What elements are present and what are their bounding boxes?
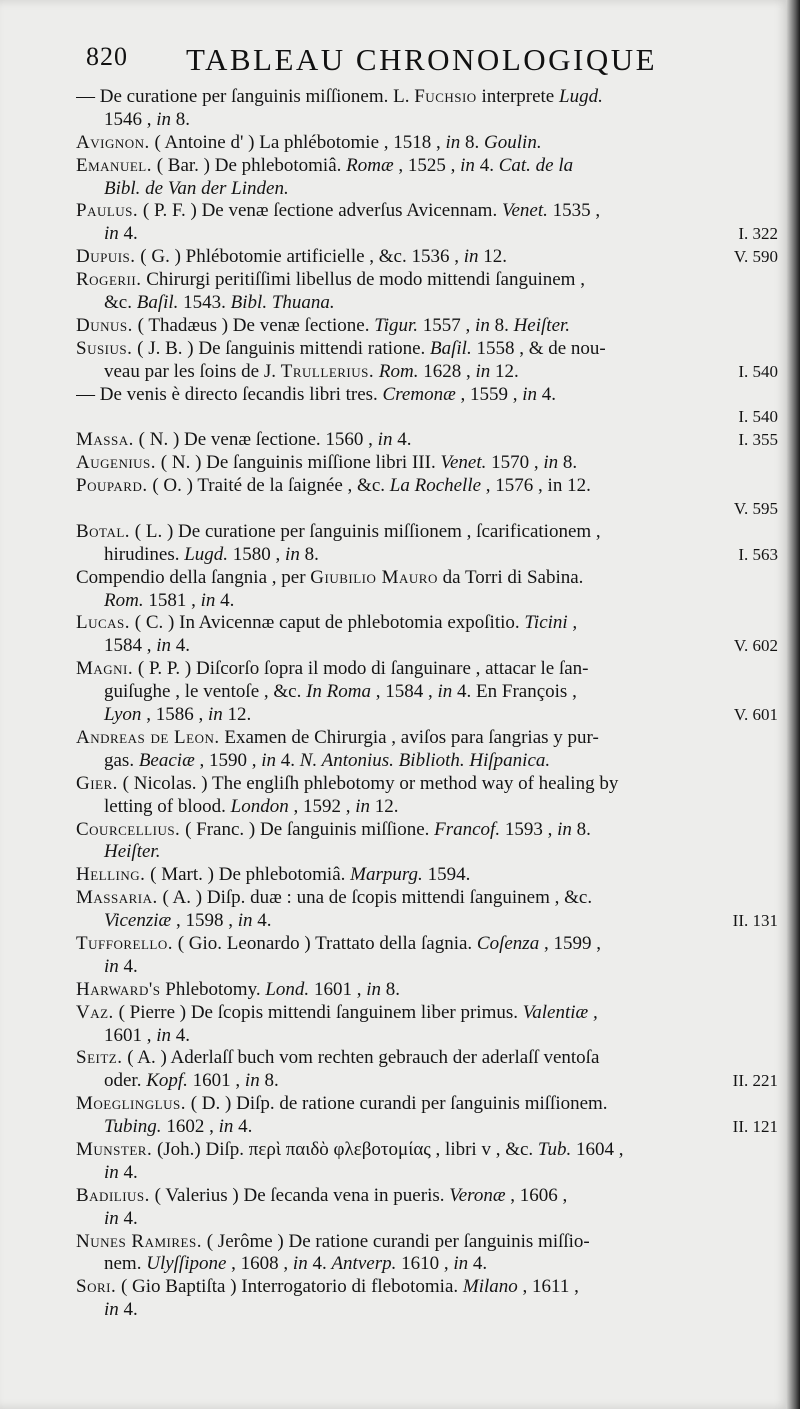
entry-text: 4.: [118, 1207, 138, 1229]
entry-text: 4. En François ,: [452, 681, 577, 703]
entry-text: ( D. ) Diſp. de ratione curandi per ſanguinis miſſionem.: [185, 1093, 608, 1115]
italic-text: Heiſter.: [104, 841, 161, 863]
entry-first-line: [76, 773, 784, 796]
entry-text: 8.: [259, 1070, 279, 1092]
entry-text: gas.: [104, 749, 139, 771]
bibliography-entry: [76, 1185, 784, 1231]
italic-text: Lugd.: [184, 543, 229, 565]
entry-text: ( Antoine d' ) La phlébotomie , 1518 ,: [149, 131, 446, 153]
entry-text: , 1592 ,: [288, 795, 356, 817]
entry-text: ( Gio. Leonardo ) Trattato della ſagnia.: [172, 932, 477, 954]
entry-first-line: [76, 612, 784, 635]
entry-text: 4.: [118, 1161, 138, 1183]
entry-text: 8.: [558, 452, 578, 474]
entry-text: 4.: [171, 1024, 191, 1046]
italic-text: Heiſter.: [513, 314, 571, 336]
italic-text: in: [218, 1116, 234, 1138]
entry-text: 1628 ,: [418, 360, 476, 382]
entry-text: ( L. ) De curatione per ſanguinis miſſionem , ſcarificationem ,: [130, 520, 601, 542]
italic-text: in: [557, 818, 572, 840]
entry-text: 8.: [380, 978, 400, 1000]
italic-text: in: [244, 1070, 260, 1092]
italic-text: in: [453, 1253, 469, 1275]
entry-text: , 1608 ,: [226, 1253, 293, 1275]
italic-text: Rom.: [104, 589, 144, 611]
entry-first-line: [76, 1185, 784, 1208]
entry-text: ( P. P. ) Diſcorſo ſopra il modo di ſanguinare , attacar le ſan-: [133, 658, 589, 680]
entry-text: 4.: [118, 1299, 138, 1321]
author-name: Nunes Ramires.: [76, 1230, 202, 1252]
entry-text: ( Nicolas. ) The engliſh phlebotomy or method way of healing by: [117, 772, 619, 794]
entry-text: ( Thadæus ) De venæ ſectione.: [132, 314, 375, 336]
entry-first-line: [76, 452, 784, 475]
entry-continuation-line: [76, 681, 784, 704]
bibliography-entry: [76, 887, 784, 933]
entry-text: Compendio della ſangnia , per: [76, 566, 311, 588]
italic-text: in: [366, 978, 381, 1000]
entry-continuation-line: [76, 1025, 784, 1048]
page-title: TABLEAU CHRONOLOGIQUE: [186, 42, 658, 77]
entry-first-line: [76, 567, 784, 590]
italic-text: Beaciæ: [138, 749, 195, 771]
italic-text: in: [104, 1299, 119, 1321]
volume-reference: V. 602: [733, 636, 778, 656]
bibliography-entry: [76, 452, 784, 475]
author-name: Emanuel.: [76, 154, 152, 176]
entry-text: 12.: [490, 360, 519, 382]
author-name: Massa.: [76, 429, 134, 451]
italic-text: in: [292, 1253, 308, 1275]
entry-text: 4.: [252, 910, 272, 932]
italic-text: Baſil.: [136, 292, 179, 314]
entry-first-line: [76, 338, 784, 361]
author-name: Courcellius.: [76, 818, 181, 840]
entry-text: 1543.: [178, 292, 231, 314]
entry-first-line: [76, 429, 784, 452]
entry-text: Examen de Chirurgia , aviſos para ſangrias y pur-: [219, 726, 599, 748]
entry-text: 12.: [222, 704, 252, 726]
entry-continuation-line: [76, 406, 784, 429]
entry-text: 4.: [307, 1253, 332, 1275]
italic-text: Bibl. Thuana.: [230, 292, 335, 314]
entry-text: 4.: [118, 223, 138, 245]
author-name: Andreas de Leon.: [76, 726, 220, 748]
author-name: Paulus.: [76, 200, 139, 222]
entry-text: letting of blood.: [104, 795, 231, 817]
entry-text: , 1525 ,: [393, 154, 461, 176]
entry-text: 4.: [392, 429, 412, 451]
italic-text: in: [377, 429, 393, 451]
entry-text: ( J. B. ) De ſanguinis mittendi ratione.: [132, 337, 431, 359]
entry-text: ( A. ) Diſp. duæ : una de ſcopis mittendi ſanguinem , &c.: [157, 887, 593, 909]
bibliography-entry: [76, 979, 784, 1002]
author-name: Munster.: [76, 1138, 153, 1160]
entry-text: 1581 ,: [143, 589, 201, 611]
author-name: Augenius.: [76, 452, 157, 474]
italic-text: Coſenza: [476, 932, 540, 954]
entry-first-line: [76, 86, 784, 109]
author-name: Dunus.: [76, 314, 133, 336]
entry-continuation-line: [76, 544, 784, 567]
entry-continuation-line: [76, 750, 784, 773]
italic-text: in: [156, 635, 172, 657]
italic-text: in: [355, 795, 371, 817]
entry-text: 8.: [171, 108, 191, 130]
bibliography-entry: [76, 1276, 784, 1322]
entry-text: 1601 ,: [187, 1070, 245, 1092]
bibliography-entry: [76, 86, 784, 132]
italic-text: Tub.: [537, 1138, 572, 1160]
entry-text: nem.: [104, 1253, 147, 1275]
italic-text: in: [104, 1161, 119, 1183]
entry-text: , 1576 , in 12.: [481, 475, 591, 497]
entry-text: 1610 ,: [396, 1253, 454, 1275]
author-name: Avignon.: [76, 131, 150, 153]
italic-text: in: [437, 681, 453, 703]
entry-text: 1570 ,: [486, 452, 544, 474]
entry-continuation-line: [76, 796, 784, 819]
entry-text: 1601 ,: [309, 978, 367, 1000]
italic-text: Veronæ: [449, 1184, 506, 1206]
entry-first-line: [76, 315, 784, 338]
bibliography-entry: [76, 819, 784, 865]
italic-text: Francof.: [434, 818, 501, 840]
entry-continuation-line: [76, 1116, 784, 1139]
author-name: Dupuis.: [76, 246, 136, 268]
entry-continuation-line: [76, 223, 784, 246]
entry-continuation-line: [76, 910, 784, 933]
entry-text: 4.: [215, 589, 235, 611]
entry-text: 4.: [276, 749, 300, 771]
italic-text: in: [285, 543, 300, 565]
author-name: Sori.: [76, 1276, 117, 1298]
italic-text: in: [156, 1024, 172, 1046]
entry-first-line: [76, 1002, 784, 1025]
entry-text: hirudines.: [104, 543, 185, 565]
entry-continuation-line: [76, 498, 784, 521]
italic-text: Bibl. de Van der Linden.: [104, 177, 289, 199]
entry-first-line: [76, 475, 784, 498]
entry-text: 12.: [478, 246, 508, 268]
entry-first-line: [76, 887, 784, 910]
entry-continuation-line: [76, 1070, 784, 1093]
italic-text: in: [237, 910, 253, 932]
running-header: [86, 42, 726, 82]
bibliography-entry: [76, 933, 784, 979]
entry-text: 1557 ,: [418, 314, 476, 336]
italic-text: in: [207, 704, 223, 726]
entry-first-line: [76, 727, 784, 750]
italic-text: Lyon: [104, 704, 142, 726]
entry-text: interprete: [476, 86, 559, 107]
entry-first-line: [76, 933, 784, 956]
volume-reference: I. 540: [738, 407, 778, 427]
bibliography-entry: [76, 269, 784, 315]
entry-text: ( N. ) De ſanguinis miſſione libri III.: [156, 452, 441, 474]
entry-text: ( P. F. ) De venæ ſectione adverſus Avicennam.: [138, 200, 502, 222]
entry-continuation-line: [76, 1208, 784, 1231]
entry-first-line: [76, 1276, 784, 1299]
author-name: Badilius.: [76, 1184, 150, 1206]
entry-text: ( Jerôme ) De ratione curandi per ſanguinis miſſio-: [201, 1230, 590, 1252]
italic-text: in: [460, 154, 475, 176]
volume-reference: I. 355: [738, 430, 778, 450]
bibliography-entry: [76, 773, 784, 819]
entry-text: ( A. ) Aderlaſſ buch vom rechten gebrauch der aderlaſſ ventoſa: [122, 1047, 600, 1069]
bibliography-entry: [76, 727, 784, 773]
entry-first-line: [76, 1047, 784, 1070]
entry-text: ( C. ) In Avicennæ caput de phlebotomia expoſitio.: [130, 612, 525, 634]
entry-text: oder.: [104, 1070, 147, 1092]
entry-text: da Torri di Sabina.: [437, 566, 584, 588]
volume-reference: V. 601: [733, 705, 778, 725]
italic-text: Valentiæ ,: [522, 1001, 598, 1023]
italic-text: Ticini ,: [524, 612, 578, 634]
bibliography-entry: [76, 567, 784, 613]
italic-text: Rom.: [378, 360, 419, 382]
entry-text: 1535 ,: [547, 200, 601, 222]
bibliography-entry: [76, 1093, 784, 1139]
entry-text: 4.: [118, 955, 138, 977]
entry-text: 1584 ,: [104, 635, 157, 657]
bibliography-entry: [76, 200, 784, 246]
bibliography-entry: [76, 155, 784, 201]
author-name: Susius.: [76, 337, 133, 359]
entry-text: 1546 ,: [104, 108, 157, 130]
bibliography-entry: [76, 1139, 784, 1185]
entry-text: , 1584 ,: [371, 681, 438, 703]
entry-continuation-line: [76, 704, 784, 727]
entry-text: 1594.: [422, 864, 471, 886]
italic-text: in: [475, 314, 490, 336]
bibliography-list: [76, 86, 784, 1322]
italic-text: Milano: [462, 1276, 518, 1298]
italic-text: Kopf.: [146, 1070, 188, 1092]
author-name: Seitz.: [76, 1047, 123, 1069]
entry-text: 1601 ,: [104, 1024, 157, 1046]
italic-text: Lond.: [265, 978, 310, 1000]
entry-first-line: [76, 1139, 784, 1162]
entry-text: 8.: [299, 543, 319, 565]
italic-text: in: [104, 223, 119, 245]
bibliography-entry: [76, 1231, 784, 1277]
entry-first-line: [76, 384, 784, 407]
italic-text: in: [445, 131, 461, 153]
italic-text: in: [156, 108, 172, 130]
author-name: Magni.: [76, 658, 134, 680]
entry-first-line: [76, 1231, 784, 1254]
entry-text: , 1599 ,: [539, 932, 601, 954]
volume-reference: V. 595: [733, 499, 778, 519]
entry-text: ( O. ) Traité de la ſaignée , &c.: [147, 475, 390, 497]
author-name: Lucas.: [76, 612, 131, 634]
italic-text: Tubing.: [104, 1116, 162, 1138]
author-name: Gier.: [76, 772, 118, 794]
italic-text: in: [543, 452, 559, 474]
entry-text: 4.: [468, 1253, 488, 1275]
bibliography-entry: [76, 864, 784, 887]
entry-continuation-line: [76, 292, 784, 315]
entry-text: ( Mart. ) De phlebotomiâ.: [145, 864, 351, 886]
entry-text: 4.: [474, 154, 499, 176]
entry-text: 4.: [537, 383, 557, 405]
entry-text: 4.: [171, 635, 191, 657]
entry-text: veau par les ſoins de J.: [104, 360, 281, 382]
author-name: Vaz.: [76, 1001, 114, 1023]
italic-text: Vicenziæ: [104, 910, 172, 932]
italic-text: Cat. de la: [498, 154, 574, 176]
volume-reference: I. 540: [738, 361, 778, 381]
italic-text: Lugd.: [559, 86, 603, 107]
entry-text: ( N. ) De venæ ſectione. 1560 ,: [133, 429, 378, 451]
entry-first-line: [76, 819, 784, 842]
entry-text: , 1586 ,: [141, 704, 208, 726]
italic-text: Tigur.: [374, 314, 419, 336]
bibliography-entry: [76, 132, 784, 155]
author-name: Helling.: [76, 864, 146, 886]
italic-text: La Rochelle: [389, 475, 482, 497]
entry-text: Phlebotomy.: [160, 978, 266, 1000]
entry-text: ( Bar. ) De phlebotomiâ.: [151, 154, 347, 176]
bibliography-entry: [76, 315, 784, 338]
italic-text: Goulin.: [484, 131, 542, 153]
volume-reference: I. 322: [738, 224, 778, 244]
italic-text: Ulyſſipone: [146, 1253, 227, 1275]
author-name: Harward's: [76, 978, 161, 1000]
italic-text: in: [463, 246, 479, 268]
entry-text: 8.: [571, 818, 591, 840]
entry-continuation-line: [76, 590, 784, 613]
entry-first-line: [76, 246, 784, 269]
entry-continuation-line: [76, 1253, 784, 1276]
entry-first-line: [76, 132, 784, 155]
page-edge: [786, 0, 800, 1409]
entry-first-line: [76, 1093, 784, 1116]
entry-text: , 1611 ,: [517, 1276, 579, 1298]
entry-text: &c.: [104, 292, 137, 314]
bibliography-entry: [76, 475, 784, 521]
italic-text: in: [261, 749, 277, 771]
entry-first-line: [76, 864, 784, 887]
volume-reference: I. 563: [738, 544, 778, 564]
author-name: Tufforello.: [76, 932, 173, 954]
entry-text: , 1559 ,: [455, 383, 523, 405]
entry-text: 1604 ,: [571, 1138, 624, 1160]
author-name: Moeglinglus.: [76, 1093, 186, 1115]
entry-text: , 1590 ,: [194, 749, 262, 771]
entry-continuation-line: [76, 178, 784, 201]
italic-text: in: [104, 955, 119, 977]
entry-text: 1558 , & de nou-: [471, 337, 606, 359]
entry-continuation-line: [76, 1299, 784, 1322]
italic-text: Venet.: [440, 452, 487, 474]
entry-text: 8.: [489, 314, 514, 336]
entry-first-line: [76, 269, 784, 292]
entry-text: ( Pierre ) De ſcopis mittendi ſanguinem liber primus.: [113, 1001, 523, 1023]
entry-continuation-line: [76, 635, 784, 658]
italic-text: in: [522, 383, 538, 405]
author-name: Fuchsio: [414, 86, 477, 107]
italic-text: Marpurg.: [350, 864, 423, 886]
bibliography-entry: [76, 384, 784, 430]
italic-text: London: [230, 795, 289, 817]
italic-text: in: [200, 589, 216, 611]
author-name: Giubilio Mauro: [310, 566, 438, 588]
italic-text: Antverp.: [331, 1253, 397, 1275]
entry-text: Chirurgi peritiſſimi libellus de modo mittendi ſanguinem ,: [141, 269, 585, 291]
volume-reference: II. 121: [732, 1117, 778, 1137]
italic-text: In Roma: [306, 681, 371, 703]
page-number: 820: [86, 42, 128, 71]
entry-continuation-line: [76, 1162, 784, 1185]
entry-text: (Joh.) Diſp. περὶ παιδὸ φλεβοτομίας , libri v , &c.: [152, 1138, 538, 1160]
bibliography-entry: [76, 521, 784, 567]
volume-reference: II. 131: [732, 911, 778, 931]
bibliography-entry: [76, 429, 784, 452]
author-name: Trullerius.: [280, 360, 375, 382]
entry-first-line: [76, 658, 784, 681]
entry-text: 1593 ,: [500, 818, 558, 840]
italic-text: Cremonæ: [382, 383, 456, 405]
italic-text: Baſil.: [430, 337, 472, 359]
entry-text: , 1598 ,: [171, 910, 238, 932]
entry-text: 8.: [460, 131, 485, 153]
entry-text: 12.: [370, 795, 399, 817]
bibliography-entry: [76, 338, 784, 384]
entry-text: ( Gio Baptiſta ) Interrogatorio di flebotomia.: [116, 1276, 463, 1298]
bibliography-entry: [76, 658, 784, 727]
entry-text: 1580 ,: [228, 543, 286, 565]
italic-text: in: [104, 1207, 119, 1229]
volume-reference: II. 221: [732, 1071, 778, 1091]
entry-text: — De curatione per ſanguinis miſſionem. L.: [76, 86, 415, 107]
entry-text: 1602 ,: [161, 1116, 219, 1138]
italic-text: N. Antonius. Biblioth. Hiſpanica.: [299, 749, 551, 771]
entry-continuation-line: [76, 109, 784, 132]
author-name: Poupard.: [76, 475, 148, 497]
author-name: Massaria.: [76, 887, 158, 909]
entry-text: ( Valerius ) De ſecanda vena in pueris.: [149, 1184, 450, 1206]
entry-continuation-line: [76, 956, 784, 979]
bibliography-entry: [76, 612, 784, 658]
bibliography-entry: [76, 1047, 784, 1093]
italic-text: Venet.: [501, 200, 548, 222]
entry-first-line: [76, 979, 784, 1002]
author-name: Botal.: [76, 520, 131, 542]
italic-text: in: [475, 360, 491, 382]
entry-first-line: [76, 521, 784, 544]
entry-text: , 1606 ,: [505, 1184, 568, 1206]
entry-text: ( Franc. ) De ſanguinis miſſione.: [180, 818, 435, 840]
bibliography-entry: [76, 246, 784, 269]
bibliography-entry: [76, 1002, 784, 1048]
entry-text: 4.: [233, 1116, 253, 1138]
entry-first-line: [76, 155, 784, 178]
entry-continuation-line: [76, 841, 784, 864]
entry-text: ( G. ) Phlébotomie artificielle , &c. 1536 ,: [135, 246, 464, 268]
author-name: Rogerii.: [76, 269, 142, 291]
entry-text: guiſughe , le ventoſe , &c.: [104, 681, 307, 703]
italic-text: Romæ: [346, 154, 394, 176]
entry-first-line: [76, 200, 784, 223]
entry-continuation-line: [76, 361, 784, 384]
entry-text: — De venis è directo ſecandis libri tres.: [76, 383, 383, 405]
volume-reference: V. 590: [733, 247, 778, 267]
